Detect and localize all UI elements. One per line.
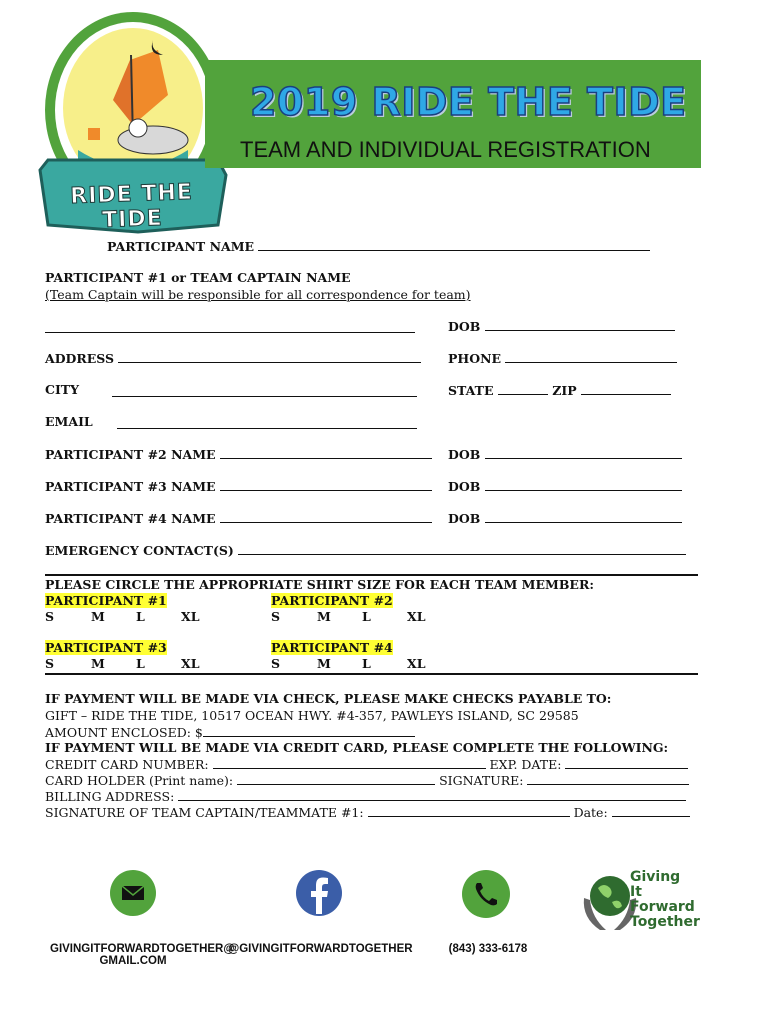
p2-size-xl[interactable]: XL [407,609,426,624]
state-field[interactable] [498,382,548,395]
dob-label: DOB [448,511,481,526]
email-field[interactable] [117,416,417,429]
dob-label: DOB [448,479,481,494]
email-row [117,414,417,433]
emergency-field[interactable] [238,542,686,555]
logo-text: RIDE THE TIDE [69,179,194,234]
p2-size-m[interactable]: M [317,609,331,624]
logo-line-together: Together [630,914,700,930]
signature-label: SIGNATURE: [439,773,524,788]
p4-size-xl[interactable]: XL [407,656,426,671]
exp-date-label: EXP. DATE: [489,757,562,772]
phone-field[interactable] [505,350,677,363]
participant-3-label: PARTICIPANT #3 NAME [45,479,216,494]
logo-line-it: It [630,884,642,900]
p4-size-s[interactable]: S [271,656,281,671]
contact-email-line-2: GMAIL.COM [99,955,167,967]
participant-2-field[interactable] [220,446,432,459]
city-field[interactable] [112,384,417,397]
participant-name-row [107,238,650,254]
date-label: Date: [573,805,608,820]
state-zip-row [448,382,671,398]
shirt-participant-4-label: PARTICIPANT #4 [271,640,393,655]
captain-name-row [45,318,415,337]
participant-name-label: PARTICIPANT NAME [107,239,255,254]
card-holder-field[interactable] [237,772,435,785]
contact-email-line-1: GIVINGITFORWARDTOGETHER@ [50,943,235,955]
logo-line-forward: Forward [630,899,695,915]
p1-size-l[interactable]: L [136,609,145,624]
participant-4-row [45,510,432,526]
contact-email[interactable] [50,943,235,967]
check-address: GIFT – RIDE THE TIDE, 10517 OCEAN HWY. #4-357, PAWLEYS ISLAND, SC 29585 [45,708,579,723]
billing-label: BILLING ADDRESS: [45,789,175,804]
captain-label: PARTICIPANT #1 or TEAM CAPTAIN NAME [45,270,351,285]
p3-size-xl[interactable]: XL [181,656,200,671]
p4-size-m[interactable]: M [317,656,331,671]
phone-label: PHONE [448,351,502,366]
card-holder-row [45,772,689,788]
city-label: CITY [45,382,80,397]
contact-facebook[interactable]: @GIVINGITFORWARDTOGETHER [228,943,413,955]
zip-field[interactable] [581,382,671,395]
shirt-participant-1-label: PARTICIPANT #1 [45,593,167,608]
amount-label: AMOUNT ENCLOSED: $ [45,725,203,740]
card-holder-label: CARD HOLDER (Print name): [45,773,234,788]
divider [45,574,698,576]
address-field[interactable] [118,350,421,363]
zip-label: ZIP [552,383,577,398]
ride-the-tide-logo [38,10,228,235]
p1-size-m[interactable]: M [91,609,105,624]
participant-4-dob-row [448,510,682,526]
shirt-participant-3-label: PARTICIPANT #3 [45,640,167,655]
participant-3-field[interactable] [220,478,432,491]
captain-name-field[interactable] [45,320,415,333]
facebook-icon [296,868,342,918]
participant-3-dob-row [448,478,682,494]
captain-note: (Team Captain will be responsible for all correspondence for team) [45,287,471,302]
divider [45,673,698,675]
card-number-row [45,756,688,772]
captain-dob-field[interactable] [485,318,675,331]
exp-date-field[interactable] [565,756,688,769]
page-title: 2019 RIDE THE TIDE [250,80,687,124]
address-row [45,350,421,366]
email-icon [110,870,156,916]
phone-row [448,350,677,366]
phone-icon [462,870,510,918]
check-heading: IF PAYMENT WILL BE MADE VIA CHECK, PLEASE MAKE CHECKS PAYABLE TO: [45,691,612,706]
shirt-participant-2-label: PARTICIPANT #2 [271,593,393,608]
p1-size-s[interactable]: S [45,609,55,624]
captain-dob-row [448,318,675,334]
p2-size-s[interactable]: S [271,609,281,624]
signature-field[interactable] [527,772,689,785]
dob-label: DOB [448,319,481,334]
participant-2-dob-field[interactable] [485,446,682,459]
emergency-label: EMERGENCY CONTACT(S) [45,543,234,558]
captain-signature-field[interactable] [368,804,570,817]
contact-phone[interactable]: (843) 333-6178 [448,943,528,955]
card-number-label: CREDIT CARD NUMBER: [45,757,209,772]
p3-size-s[interactable]: S [45,656,55,671]
p3-size-l[interactable]: L [136,656,145,671]
participant-4-dob-field[interactable] [485,510,682,523]
p4-size-l[interactable]: L [362,656,371,671]
page-subtitle: TEAM AND INDIVIDUAL REGISTRATION [240,137,651,162]
participant-name-field[interactable] [258,238,650,251]
logo-line-giving: Giving [630,869,681,885]
captain-signature-row [45,804,690,820]
card-heading: IF PAYMENT WILL BE MADE VIA CREDIT CARD, PLEASE COMPLETE THE FOLLOWING: [45,740,669,755]
participant-2-row [45,446,432,462]
participant-4-field[interactable] [220,510,432,523]
dob-label: DOB [448,447,481,462]
p2-size-l[interactable]: L [362,609,371,624]
participant-3-dob-field[interactable] [485,478,682,491]
emergency-row [45,542,686,558]
p1-size-xl[interactable]: XL [181,609,200,624]
captain-signature-label: SIGNATURE OF TEAM CAPTAIN/TEAMMATE #1: [45,805,364,820]
address-label: ADDRESS [45,351,115,366]
state-label: STATE [448,383,494,398]
billing-row [45,788,686,804]
participant-3-row [45,478,432,494]
shirt-heading: PLEASE CIRCLE THE APPROPRIATE SHIRT SIZE FOR EACH TEAM MEMBER: [45,577,594,592]
amount-field[interactable] [203,724,415,737]
amount-row [45,724,415,740]
participant-2-label: PARTICIPANT #2 NAME [45,447,216,462]
city-row [112,382,417,401]
participant-2-dob-row [448,446,682,462]
giving-it-forward-logo [580,866,710,936]
date-field[interactable] [612,804,690,817]
p3-size-m[interactable]: M [91,656,105,671]
billing-field[interactable] [178,788,686,801]
card-number-field[interactable] [213,756,486,769]
email-label: EMAIL [45,414,93,429]
participant-4-label: PARTICIPANT #4 NAME [45,511,216,526]
